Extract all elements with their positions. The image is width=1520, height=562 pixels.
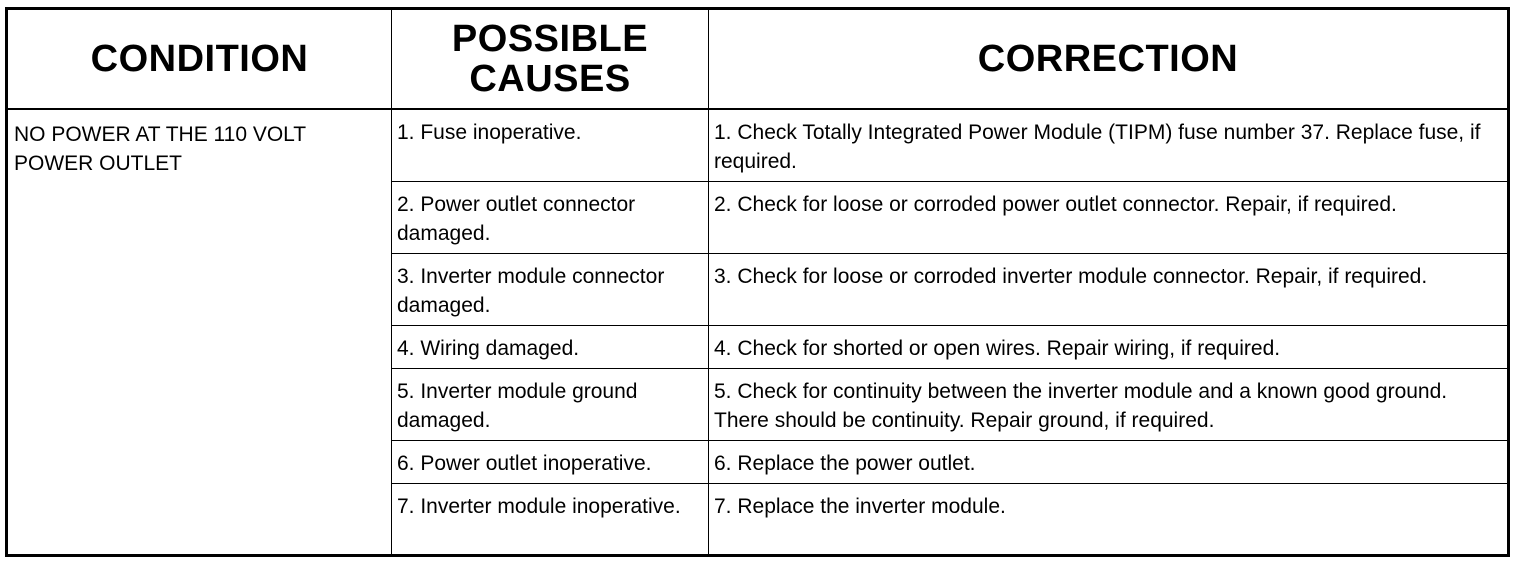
condition-cell: NO POWER AT THE 110 VOLT POWER OUTLET [7, 109, 392, 555]
correction-cell: 1. Check Totally Integrated Power Module (TIPM) fuse number 37. Replace fuse, if required. [709, 109, 1509, 181]
header-correction: CORRECTION [709, 9, 1509, 110]
correction-cell: 6. Replace the power outlet. [709, 440, 1509, 483]
diagnosis-table [5, 7, 1510, 557]
cause-cell: 4. Wiring damaged. [392, 325, 709, 368]
correction-cell: 7. Replace the inverter module. [709, 483, 1509, 555]
cause-cell: 3. Inverter module connector damaged. [392, 253, 709, 325]
correction-cell: 5. Check for continuity between the inverter module and a known good ground. There should be continuity. Repair ground, if required. [709, 368, 1509, 440]
header-possible-causes: POSSIBLE CAUSES [392, 9, 709, 110]
table-row [7, 109, 1509, 181]
correction-cell: 4. Check for shorted or open wires. Repair wiring, if required. [709, 325, 1509, 368]
cause-cell: 2. Power outlet connector damaged. [392, 181, 709, 253]
correction-cell: 2. Check for loose or corroded power outlet connector. Repair, if required. [709, 181, 1509, 253]
correction-cell: 3. Check for loose or corroded inverter module connector. Repair, if required. [709, 253, 1509, 325]
cause-cell: 1. Fuse inoperative. [392, 109, 709, 181]
cause-cell: 5. Inverter module ground damaged. [392, 368, 709, 440]
cause-cell: 7. Inverter module inoperative. [392, 483, 709, 555]
diagnosis-table-wrapper [5, 7, 1507, 557]
cause-cell: 6. Power outlet inoperative. [392, 440, 709, 483]
header-condition: CONDITION [7, 9, 392, 110]
table-header-row [7, 9, 1509, 110]
